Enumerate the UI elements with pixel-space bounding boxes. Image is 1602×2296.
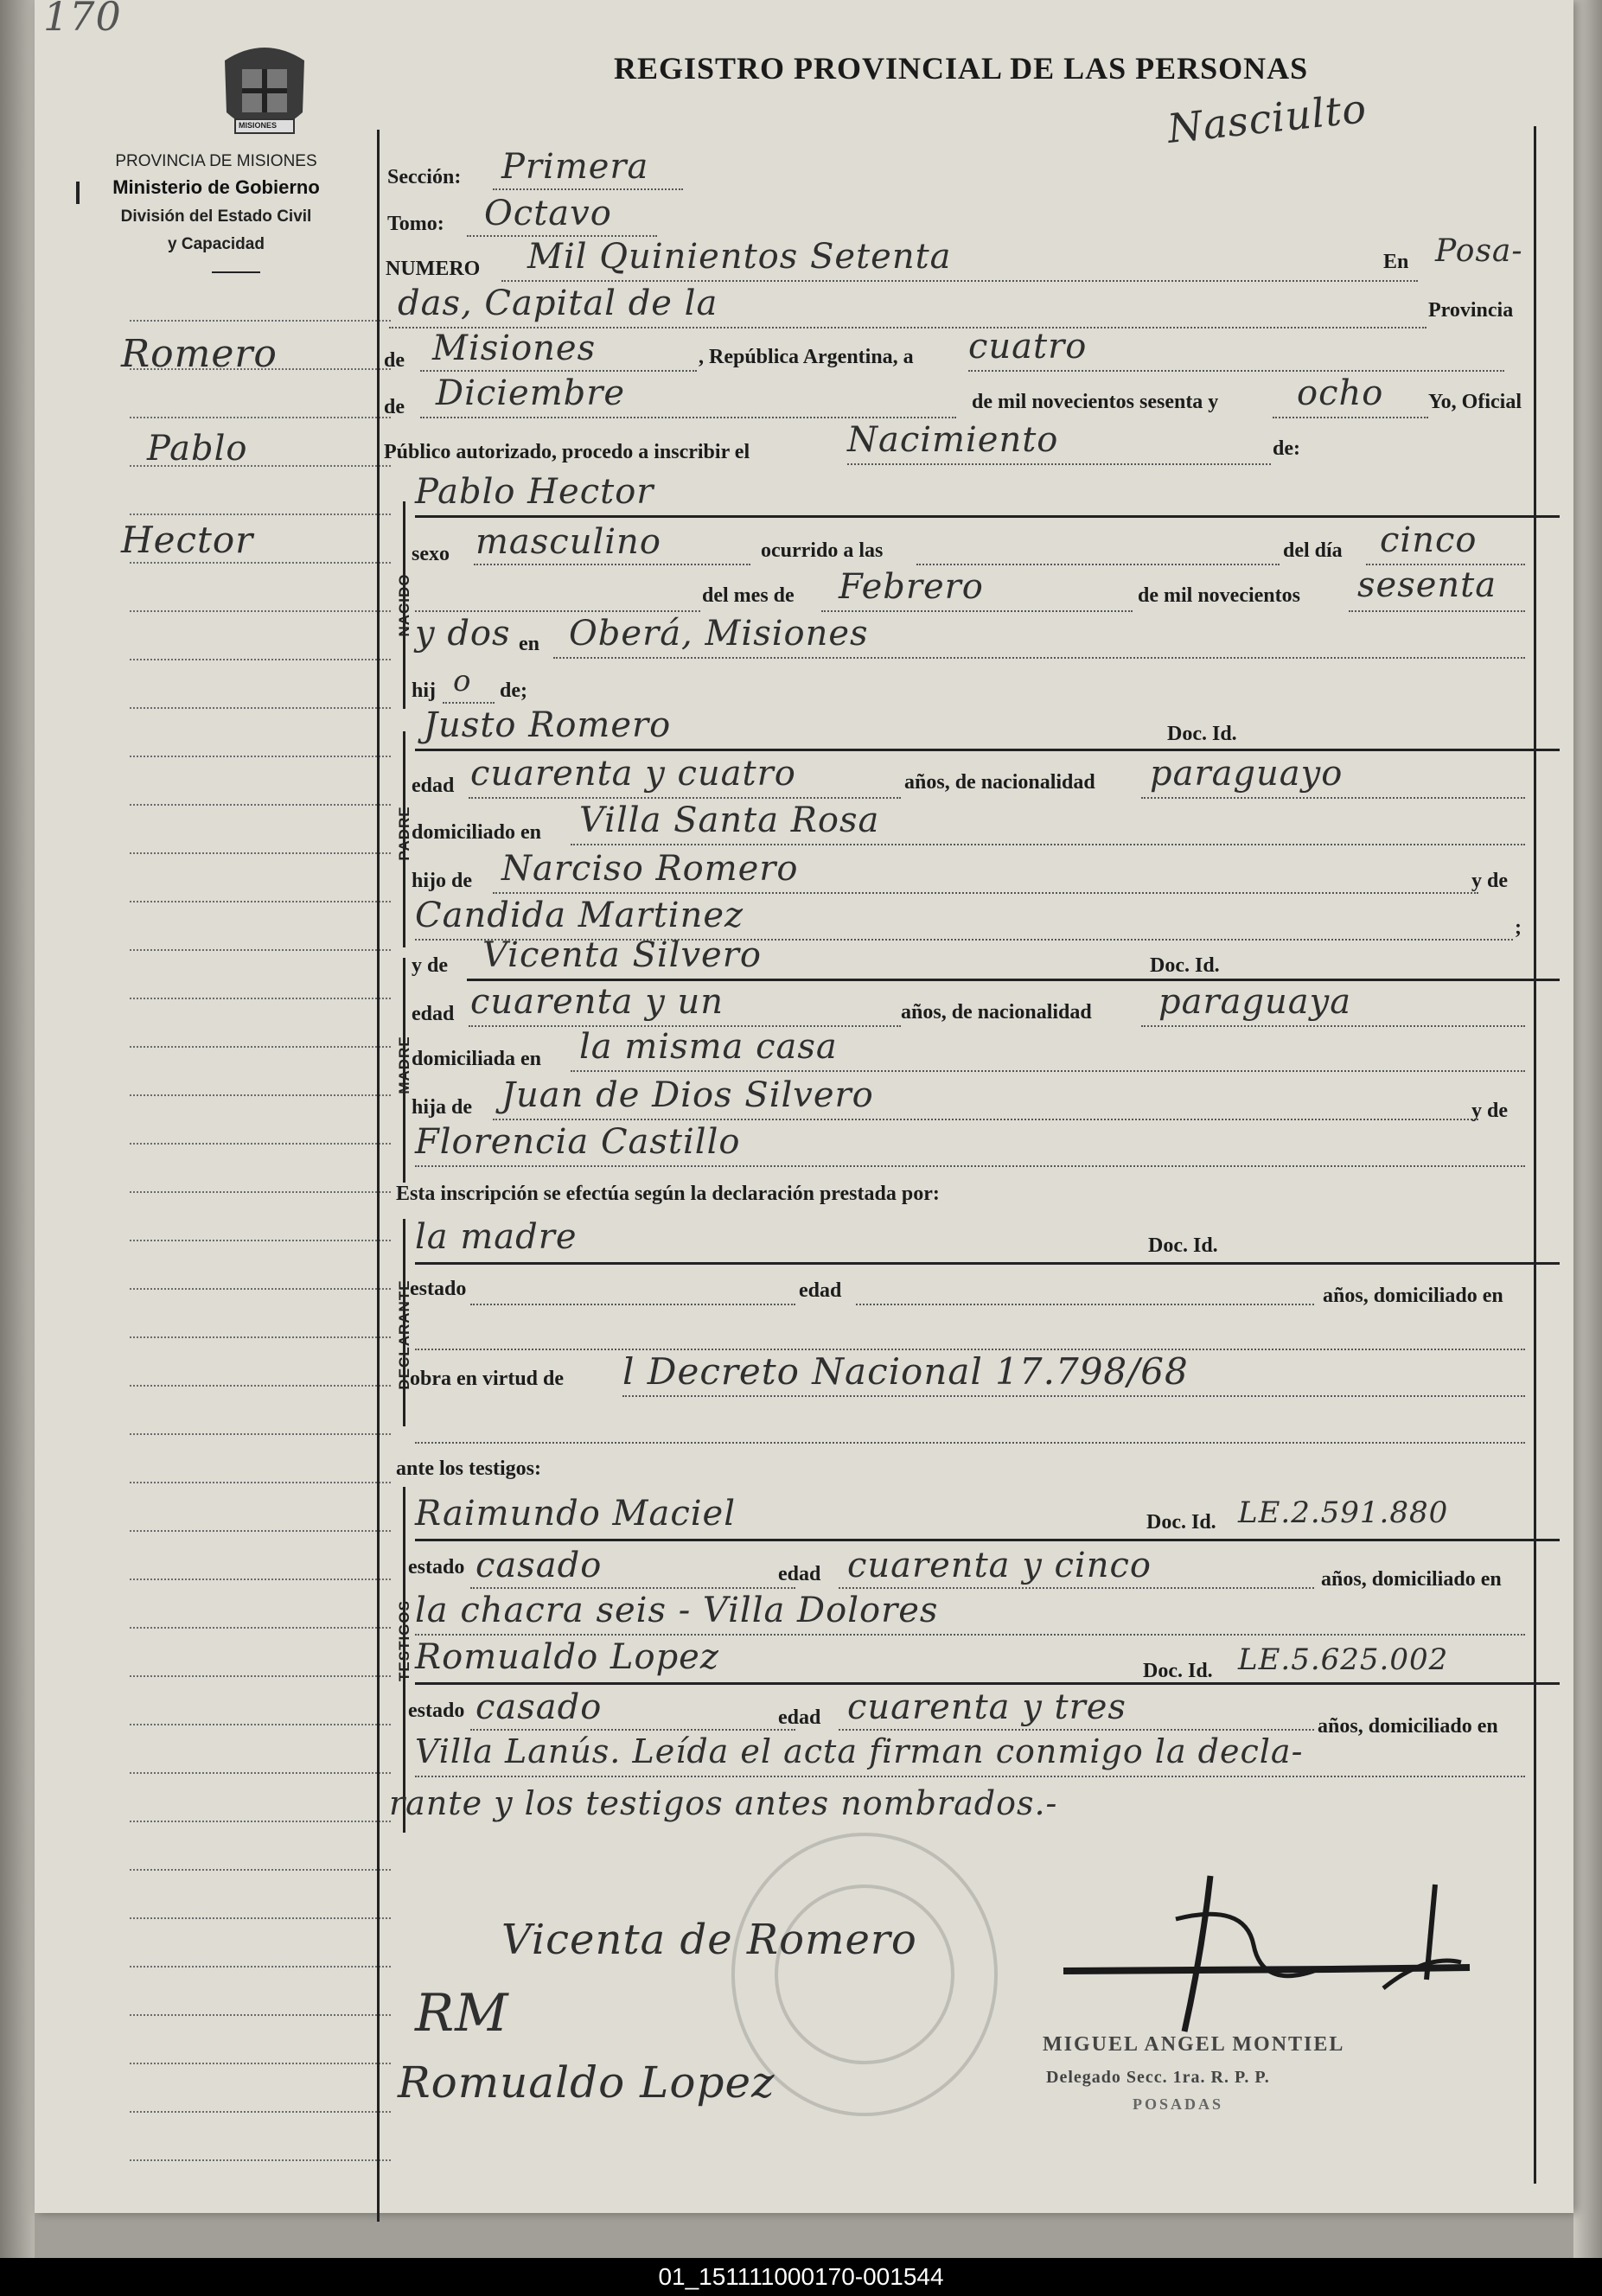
field-line — [968, 370, 1504, 372]
field-line — [493, 1119, 1478, 1120]
value-numero: Mil Quinientos Setenta — [527, 237, 952, 277]
margin-ruled-line — [130, 1288, 391, 1290]
value-anio-nacimiento-b: y dos — [415, 614, 511, 654]
margin-ruled-line — [130, 320, 391, 322]
signature-initials: RM — [415, 1983, 509, 2044]
field-line — [415, 1776, 1525, 1777]
margin-ruled-line — [130, 1675, 391, 1677]
margin-ruled-line — [130, 2014, 391, 2016]
side-label-madre: MADRE — [396, 1036, 412, 1094]
margin-ruled-line — [130, 610, 391, 612]
value-madre-domicilio: la misma casa — [579, 1027, 838, 1067]
label-obra-virtud: obra en virtud de — [410, 1368, 565, 1390]
value-testigo2-doc: LE.5.625.002 — [1238, 1642, 1449, 1677]
label-padre-edad: edad — [412, 775, 455, 797]
margin-ruled-line — [130, 949, 391, 951]
label-madre-edad: edad — [412, 1003, 455, 1025]
margin-ruled-line — [130, 1094, 391, 1096]
label-testigo1-doc: Doc. Id. — [1146, 1511, 1216, 1534]
margin-ruled-line — [130, 2159, 391, 2161]
right-vertical-rule — [1534, 126, 1536, 2184]
value-declarante: la madre — [415, 1217, 578, 1257]
value-padre-domicilio: Villa Santa Rosa — [579, 800, 880, 840]
value-provincia: Misiones — [432, 328, 597, 368]
field-line — [847, 463, 1271, 465]
label-padre-hijo-de: hijo de — [412, 870, 473, 892]
value-testigo1-doc: LE.2.591.880 — [1238, 1496, 1449, 1530]
field-line — [1273, 417, 1428, 418]
label-mil-novecientos: de mil novecientos — [1138, 584, 1300, 607]
field-line — [856, 1304, 1314, 1305]
value-anio-nacimiento-a: sesenta — [1357, 565, 1497, 605]
register-page — [35, 0, 1573, 2213]
label-testigo2-estado: estado — [408, 1700, 465, 1722]
field-line — [470, 1304, 795, 1305]
value-tomo: Octavo — [484, 194, 612, 233]
field-line — [553, 657, 1525, 659]
division-label: División del Estado Civil — [120, 207, 312, 226]
value-dia-inscripcion: cuatro — [968, 327, 1088, 367]
page-number: 170 — [43, 0, 122, 40]
margin-ruled-line — [130, 756, 391, 757]
margin-ruled-line — [130, 1578, 391, 1580]
field-line — [1141, 1025, 1525, 1027]
field-line — [622, 1395, 1525, 1397]
field-line — [493, 188, 683, 190]
field-line — [571, 1070, 1525, 1072]
label-numero: NUMERO — [386, 258, 481, 280]
label-de: de — [384, 349, 405, 372]
label-madre-domicilio: domiciliada en — [412, 1048, 542, 1070]
field-line — [469, 797, 901, 799]
label-seccion: Sección: — [387, 166, 462, 188]
official-city: POSADAS — [1133, 2095, 1224, 2113]
margin-ruled-line — [130, 1482, 391, 1483]
margin-ruled-line — [130, 2063, 391, 2064]
label-de-2: de — [384, 396, 405, 418]
label-madre-y-de: y de — [412, 954, 448, 977]
margin-ruled-line — [130, 1627, 391, 1629]
side-label-nacido: NACIDO — [396, 573, 412, 637]
value-anio-inscripcion: ocho — [1297, 373, 1384, 413]
label-en: En — [1383, 251, 1409, 273]
label-tomo: Tomo: — [387, 213, 444, 235]
field-line — [467, 979, 1560, 981]
field-line — [415, 1634, 1525, 1636]
page-edge — [1573, 0, 1602, 2258]
label-sexo: sexo — [412, 543, 450, 565]
value-testigo2-domicilio: Villa Lanús. Leída el acta firman conmigo la decla- — [415, 1732, 1304, 1770]
provincial-crest-icon — [216, 43, 313, 147]
label-padre-nacionalidad: años, de nacionalidad — [904, 771, 1095, 794]
field-line — [839, 1587, 1314, 1589]
margin-ruled-line — [130, 901, 391, 902]
value-padre-hijo-de-2: Candida Martinez — [415, 896, 744, 935]
margin-ruled-line — [130, 998, 391, 999]
margin-ruled-line — [130, 1917, 391, 1919]
margin-ruled-line — [130, 804, 391, 806]
label-testigo2-domicilio: años, domiciliado en — [1318, 1715, 1498, 1738]
footer-id-bar — [0, 2258, 1602, 2296]
signature-witness: Romualdo Lopez — [398, 2057, 775, 2108]
value-obra-virtud: l Decreto Nacional 17.798/68 — [622, 1350, 1189, 1393]
field-line — [420, 370, 697, 372]
label-madre-nacionalidad: años, de nacionalidad — [901, 1001, 1092, 1024]
side-label-testigos: TESTIGOS — [396, 1600, 412, 1681]
field-line — [916, 564, 1280, 565]
field-line — [501, 280, 1418, 282]
value-madre-nacionalidad: paraguaya — [1158, 982, 1352, 1022]
side-label-padre: PADRE — [396, 806, 412, 861]
label-testigo2-doc: Doc. Id. — [1143, 1660, 1213, 1682]
label-ocurrido: ocurrido a las — [761, 539, 884, 562]
field-line — [443, 702, 495, 704]
province-label: PROVINCIA DE MISIONES — [115, 152, 317, 170]
value-padre-hijo-de: Narciso Romero — [501, 849, 799, 889]
label-padre-y-de: y de — [1471, 870, 1508, 892]
field-line — [415, 1442, 1525, 1444]
margin-ruled-line — [130, 1336, 391, 1338]
field-line — [415, 1262, 1560, 1265]
margin-surname: Romero — [121, 332, 278, 376]
label-madre-y-de-2: y de — [1471, 1100, 1508, 1122]
label-yo-oficial: Yo, Oficial — [1428, 391, 1522, 413]
official-name: MIGUEL ANGEL MONTIEL — [1043, 2033, 1345, 2056]
field-line — [839, 1729, 1314, 1731]
value-madre-hija-de: Juan de Dios Silvero — [501, 1075, 874, 1115]
label-del-dia: del día — [1283, 539, 1343, 562]
divider — [76, 182, 80, 204]
margin-ruled-line — [130, 562, 391, 564]
label-declarante-domicilio: años, domiciliado en — [1323, 1285, 1503, 1307]
field-line — [415, 1539, 1560, 1541]
margin-ruled-line — [130, 1240, 391, 1241]
label-testigo2-edad: edad — [778, 1706, 821, 1729]
capacity-label: y Capacidad — [168, 235, 265, 253]
official-title: Delegado Secc. 1ra. R. P. P. — [1046, 2068, 1270, 2087]
label-testigos: ante los testigos: — [396, 1457, 541, 1480]
top-signature: Nasciulto — [1165, 85, 1369, 152]
label-testigo1-edad: edad — [778, 1563, 821, 1585]
value-testigo2-edad: cuarenta y tres — [847, 1687, 1127, 1727]
margin-ruled-line — [130, 513, 391, 515]
margin-ruled-line — [130, 1385, 391, 1387]
value-testigo1-domicilio: la chacra seis - Villa Dolores — [415, 1591, 939, 1630]
field-line — [821, 610, 1133, 612]
margin-ruled-line — [130, 1046, 391, 1048]
label-inscripcion: Esta inscripción se efectúa según la declaración prestada por: — [396, 1183, 940, 1205]
document-title: REGISTRO PROVINCIAL DE LAS PERSONAS — [614, 51, 1309, 86]
label-en-lugar: en — [519, 633, 539, 655]
margin-ruled-line — [130, 1191, 391, 1193]
value-madre-edad: cuarenta y un — [470, 982, 724, 1022]
field-line — [571, 844, 1525, 845]
crest-label: MISIONES — [239, 121, 278, 130]
field-line — [1349, 610, 1525, 612]
label-padre-domicilio: domiciliado en — [412, 821, 542, 844]
label-declarante-edad: edad — [799, 1279, 842, 1302]
margin-ruled-line — [130, 1433, 391, 1435]
label-semicolon: ; — [1515, 916, 1522, 939]
side-label-declarante: DECLARANTE — [396, 1279, 412, 1390]
label-de-colon: de: — [1273, 437, 1300, 460]
signature-mother: Vicenta de Romero — [501, 1916, 917, 1964]
field-line — [415, 749, 1560, 751]
value-padre-edad: cuarenta y cuatro — [470, 754, 796, 794]
value-city-b: das, Capital de la — [398, 284, 718, 323]
value-testigo2-estado: casado — [475, 1687, 603, 1727]
label-testigo1-estado: estado — [408, 1556, 465, 1578]
value-testigo2-nombre: Romualdo Lopez — [415, 1637, 719, 1677]
value-sexo: masculino — [475, 522, 661, 562]
divider — [212, 271, 260, 273]
value-padre-nombre: Justo Romero — [424, 705, 672, 745]
label-padre-doc: Doc. Id. — [1167, 723, 1237, 745]
field-line — [1141, 797, 1525, 799]
margin-ruled-line — [130, 1772, 391, 1774]
closing-line: rante y los testigos antes nombrados.- — [389, 1784, 1058, 1822]
label-republica: , República Argentina, a — [699, 346, 914, 368]
margin-ruled-line — [130, 1869, 391, 1871]
field-line — [415, 610, 700, 612]
field-line — [474, 564, 750, 565]
value-acto: Nacimiento — [847, 420, 1059, 460]
margin-ruled-line — [130, 1966, 391, 1968]
label-del-mes: del mes de — [702, 584, 795, 607]
value-madre-nombre: Vicenta Silvero — [482, 935, 762, 975]
margin-name-2: Hector — [121, 519, 254, 561]
field-line — [470, 1587, 795, 1589]
value-city-a: Posa- — [1435, 233, 1523, 269]
margin-ruled-line — [130, 852, 391, 854]
margin-name-1: Pablo — [147, 429, 248, 469]
footer-id: 01_151111000170-001544 — [658, 2263, 944, 2290]
value-testigo1-edad: cuarenta y cinco — [847, 1546, 1152, 1585]
label-madre-hija-de: hija de — [412, 1096, 473, 1119]
official-seal-inner — [775, 1885, 954, 2064]
label-publico: Público autorizado, procedo a inscribir el — [384, 441, 750, 463]
official-signature-icon — [1055, 1867, 1504, 2040]
value-hijo-o: o — [453, 664, 472, 698]
field-line — [415, 515, 1560, 518]
label-testigo1-domicilio: años, domiciliado en — [1321, 1568, 1502, 1591]
margin-ruled-line — [130, 707, 391, 709]
field-line — [470, 1729, 795, 1731]
margin-ruled-line — [130, 1724, 391, 1725]
value-madre-hija-de-2: Florencia Castillo — [415, 1122, 741, 1162]
margin-ruled-line — [130, 417, 391, 418]
value-lugar-nacimiento: Oberá, Misiones — [569, 614, 869, 654]
value-mes-inscripcion: Diciembre — [436, 373, 626, 413]
label-provincia: Provincia — [1428, 299, 1514, 322]
label-de-semicolon: de; — [500, 679, 527, 702]
value-testigo1-nombre: Raimundo Maciel — [415, 1494, 736, 1534]
label-hij: hij — [412, 679, 437, 702]
value-mes-nacimiento: Febrero — [839, 567, 984, 607]
value-dia-nacimiento: cinco — [1380, 520, 1478, 560]
value-padre-nacionalidad: paraguayo — [1150, 754, 1344, 794]
field-line — [415, 1682, 1560, 1685]
margin-ruled-line — [130, 659, 391, 660]
value-nacido-nombre: Pablo Hector — [415, 472, 654, 512]
book-spine — [0, 0, 35, 2258]
value-seccion: Primera — [501, 147, 649, 187]
label-mil-novecientos-sesenta: de mil novecientos sesenta y — [972, 391, 1219, 413]
margin-ruled-line — [130, 1143, 391, 1145]
margin-ruled-line — [130, 2111, 391, 2113]
field-line — [420, 417, 956, 418]
label-declarante-estado: estado — [410, 1278, 467, 1300]
margin-ruled-line — [130, 1821, 391, 1822]
value-testigo1-estado: casado — [475, 1546, 603, 1585]
margin-ruled-line — [130, 1530, 391, 1532]
label-declarante-doc: Doc. Id. — [1148, 1234, 1218, 1257]
main-vertical-rule — [377, 130, 380, 2222]
field-line — [493, 892, 1478, 894]
label-madre-doc: Doc. Id. — [1150, 954, 1220, 977]
ministry-label: Ministerio de Gobierno — [112, 176, 320, 198]
field-line — [415, 1165, 1525, 1167]
